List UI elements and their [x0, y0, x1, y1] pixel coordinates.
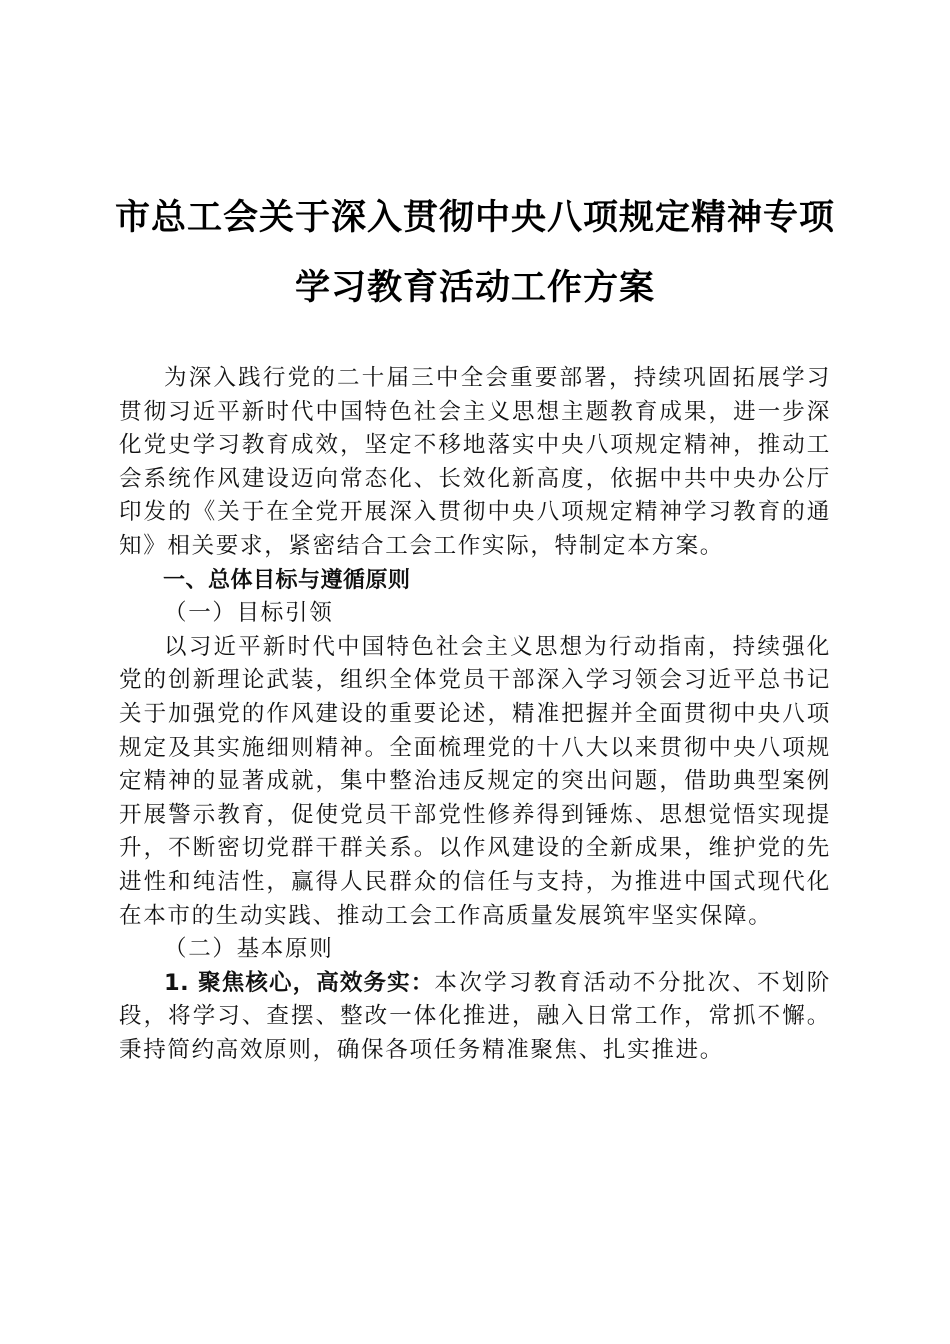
principle-1-lead: 1. 聚焦核心，高效务实： — [164, 969, 435, 996]
document-title-line-2: 学习教育活动工作方案 — [294, 267, 655, 308]
intro-paragraph: 为深入践行党的二十届三中全会重要部署，持续巩固拓展学习贯彻习近平新时代中国特色社会主义思想主题教育成果，进一步深化党史学习教育成效，坚定不移地落实中央八项规定精神，推动工会系统作风建设迈向常态化、长效化新高度，依据中共中央办公厅印发的《关于在全党开展深入贯彻中央八项规定精神学习教育的通知》相关要求，紧密结合工会工作实际，特制定本方案。 — [119, 365, 831, 559]
goal-paragraph: 以习近平新时代中国特色社会主义思想为行动指南，持续强化党的创新理论武装，组织全体党员干部深入学习领会习近平总书记关于加强党的作风建设的重要论述，精准把握并全面贯彻中央八项规定及其实施细则精神。全面梳理党的十八大以来贯彻中央八项规定精神的显著成就，集中整治违反规定的突出问题，借助典型案例开展警示教育，促使党员干部党性修养得到锤炼、思想觉悟实现提升，不断密切党群干群关系。以作风建设的全新成果，维护党的先进性和纯洁性，赢得人民群众的信任与支持，为推进中国式现代化在本市的生动实践、推动工会工作高质量发展筑牢坚实保障。 — [119, 633, 831, 929]
subsection-heading-1: （一）目标引领 — [164, 600, 334, 627]
principle-1-text: 本次学习教育活动不分批次、不划阶段，将学习、查摆、整改一体化推进，融入日常工作，常抓不懈。秉持简约高效原则，确保各项任务精准聚焦、扎实推进。 — [119, 969, 831, 1063]
subsection-heading-2: （二）基本原则 — [164, 936, 334, 963]
document-title-line-1: 市总工会关于深入贯彻中央八项规定精神专项 — [114, 197, 835, 238]
document-body — [119, 362, 831, 1067]
section-heading-1: 一、总体目标与遵循原则 — [163, 567, 411, 593]
principle-1-paragraph — [119, 967, 831, 1068]
